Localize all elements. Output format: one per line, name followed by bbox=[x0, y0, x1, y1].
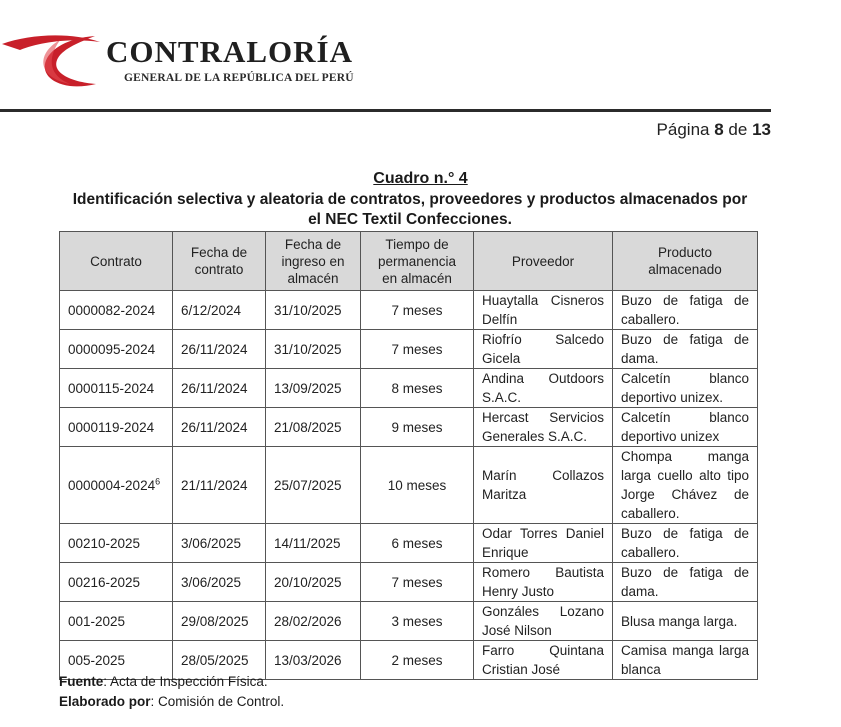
cell-proveedor: Andina Outdoors S.A.C. bbox=[474, 369, 613, 408]
brand-name: CONTRALORÍA bbox=[106, 34, 353, 69]
page-separator: de bbox=[728, 120, 748, 139]
caption-line-1: Identificación selectiva y aleatoria de contratos, proveedores y productos almacenados por bbox=[72, 191, 748, 208]
cell-proveedor: Riofrío Salcedo Gicela bbox=[474, 330, 613, 369]
cell-fecha-contrato: 26/11/2024 bbox=[173, 408, 266, 447]
cell-contrato: 005-2025 bbox=[60, 641, 173, 680]
cell-contrato: 0000095-2024 bbox=[60, 330, 173, 369]
cell-tiempo: 2 meses bbox=[361, 641, 474, 680]
cell-tiempo: 7 meses bbox=[361, 291, 474, 330]
footnote-marker: 6 bbox=[155, 476, 161, 486]
cell-producto: Calcetín blanco deportivo unizex bbox=[613, 408, 758, 447]
header-tiempo: Tiempo de permanencia en almacén bbox=[361, 232, 474, 291]
cell-producto: Chompa manga larga cuello alto tipo Jorge Chávez de caballero. bbox=[613, 447, 758, 524]
cell-producto: Calcetín blanco deportivo unizex. bbox=[613, 369, 758, 408]
cell-contrato bbox=[60, 447, 173, 524]
cell-fecha-ingreso: 20/10/2025 bbox=[266, 563, 361, 602]
cell-tiempo: 7 meses bbox=[361, 563, 474, 602]
cell-contrato: 00210-2025 bbox=[60, 524, 173, 563]
cell-producto: Camisa manga larga blanca bbox=[613, 641, 758, 680]
cell-fecha-contrato: 28/05/2025 bbox=[173, 641, 266, 680]
header-fecha-ingreso: Fecha de ingreso en almacén bbox=[266, 232, 361, 291]
brand-subtitle: GENERAL DE LA REPÚBLICA DEL PERÚ bbox=[124, 72, 354, 84]
cell-producto: Buzo de fatiga de caballero. bbox=[613, 291, 758, 330]
table-row bbox=[60, 369, 758, 408]
cell-tiempo: 8 meses bbox=[361, 369, 474, 408]
cell-tiempo: 7 meses bbox=[361, 330, 474, 369]
cell-proveedor: Farro Quintana Cristian José bbox=[474, 641, 613, 680]
cell-fecha-ingreso: 25/07/2025 bbox=[266, 447, 361, 524]
table-header-row bbox=[60, 232, 758, 291]
cell-producto: Blusa manga larga. bbox=[613, 602, 758, 641]
header-producto: Producto almacenado bbox=[613, 232, 758, 291]
cell-fecha-ingreso: 28/02/2026 bbox=[266, 602, 361, 641]
cell-fecha-ingreso: 14/11/2025 bbox=[266, 524, 361, 563]
cell-fecha-ingreso: 13/03/2026 bbox=[266, 641, 361, 680]
page-prefix: Página bbox=[656, 120, 710, 139]
cell-fecha-ingreso: 31/10/2025 bbox=[266, 330, 361, 369]
table-caption bbox=[60, 190, 760, 230]
contrato-text: 0000004-2024 bbox=[68, 477, 156, 493]
cell-contrato: 001-2025 bbox=[60, 602, 173, 641]
cell-fecha-ingreso: 21/08/2025 bbox=[266, 408, 361, 447]
header-fecha-contrato: Fecha de contrato bbox=[173, 232, 266, 291]
cell-producto: Buzo de fatiga de caballero. bbox=[613, 524, 758, 563]
header-contrato: Contrato bbox=[60, 232, 173, 291]
cell-producto: Buzo de fatiga de dama. bbox=[613, 330, 758, 369]
page-current: 8 bbox=[714, 120, 724, 139]
cell-fecha-contrato: 3/06/2025 bbox=[173, 524, 266, 563]
cell-tiempo: 9 meses bbox=[361, 408, 474, 447]
table-label: Cuadro n.° 4 bbox=[373, 170, 468, 187]
table-row bbox=[60, 291, 758, 330]
cell-contrato: 0000115-2024 bbox=[60, 369, 173, 408]
prepared-by-note: Elaborado por: Comisión de Control. bbox=[59, 694, 285, 709]
page-total: 13 bbox=[752, 120, 771, 139]
cell-fecha-contrato: 26/11/2024 bbox=[173, 369, 266, 408]
cell-fecha-contrato: 26/11/2024 bbox=[173, 330, 266, 369]
cell-producto: Buzo de fatiga de dama. bbox=[613, 563, 758, 602]
cell-fecha-contrato: 6/12/2024 bbox=[173, 291, 266, 330]
cell-tiempo: 6 meses bbox=[361, 524, 474, 563]
cell-contrato: 0000119-2024 bbox=[60, 408, 173, 447]
source-note: Fuente: Acta de Inspección Física. bbox=[59, 674, 268, 689]
caption-line-2: el NEC Textil Confecciones. bbox=[308, 211, 512, 228]
cell-proveedor: Romero Bautista Henry Justo bbox=[474, 563, 613, 602]
contracts-table bbox=[59, 231, 758, 680]
page-number bbox=[657, 120, 771, 140]
header-divider bbox=[0, 109, 771, 112]
cell-fecha-contrato: 3/06/2025 bbox=[173, 563, 266, 602]
cell-fecha-ingreso: 13/09/2025 bbox=[266, 369, 361, 408]
table-row bbox=[60, 330, 758, 369]
cell-fecha-contrato: 21/11/2024 bbox=[173, 447, 266, 524]
table-row bbox=[60, 563, 758, 602]
cell-proveedor: Huaytalla Cisneros Delfín bbox=[474, 291, 613, 330]
cell-proveedor: Marín Collazos Maritza bbox=[474, 447, 613, 524]
table-row bbox=[60, 447, 758, 524]
cell-fecha-ingreso: 31/10/2025 bbox=[266, 291, 361, 330]
table-footer bbox=[59, 672, 284, 712]
cell-tiempo: 10 meses bbox=[361, 447, 474, 524]
cell-fecha-contrato: 29/08/2025 bbox=[173, 602, 266, 641]
cell-contrato: 0000082-2024 bbox=[60, 291, 173, 330]
cell-proveedor: Gonzáles Lozano José Nilson bbox=[474, 602, 613, 641]
cell-proveedor: Hercast Servicios Generales S.A.C. bbox=[474, 408, 613, 447]
table-row bbox=[60, 602, 758, 641]
table-row bbox=[60, 524, 758, 563]
cell-tiempo: 3 meses bbox=[361, 602, 474, 641]
header-proveedor: Proveedor bbox=[474, 232, 613, 291]
cell-contrato: 00216-2025 bbox=[60, 563, 173, 602]
table-row bbox=[60, 408, 758, 447]
cell-proveedor: Odar Torres Daniel Enrique bbox=[474, 524, 613, 563]
